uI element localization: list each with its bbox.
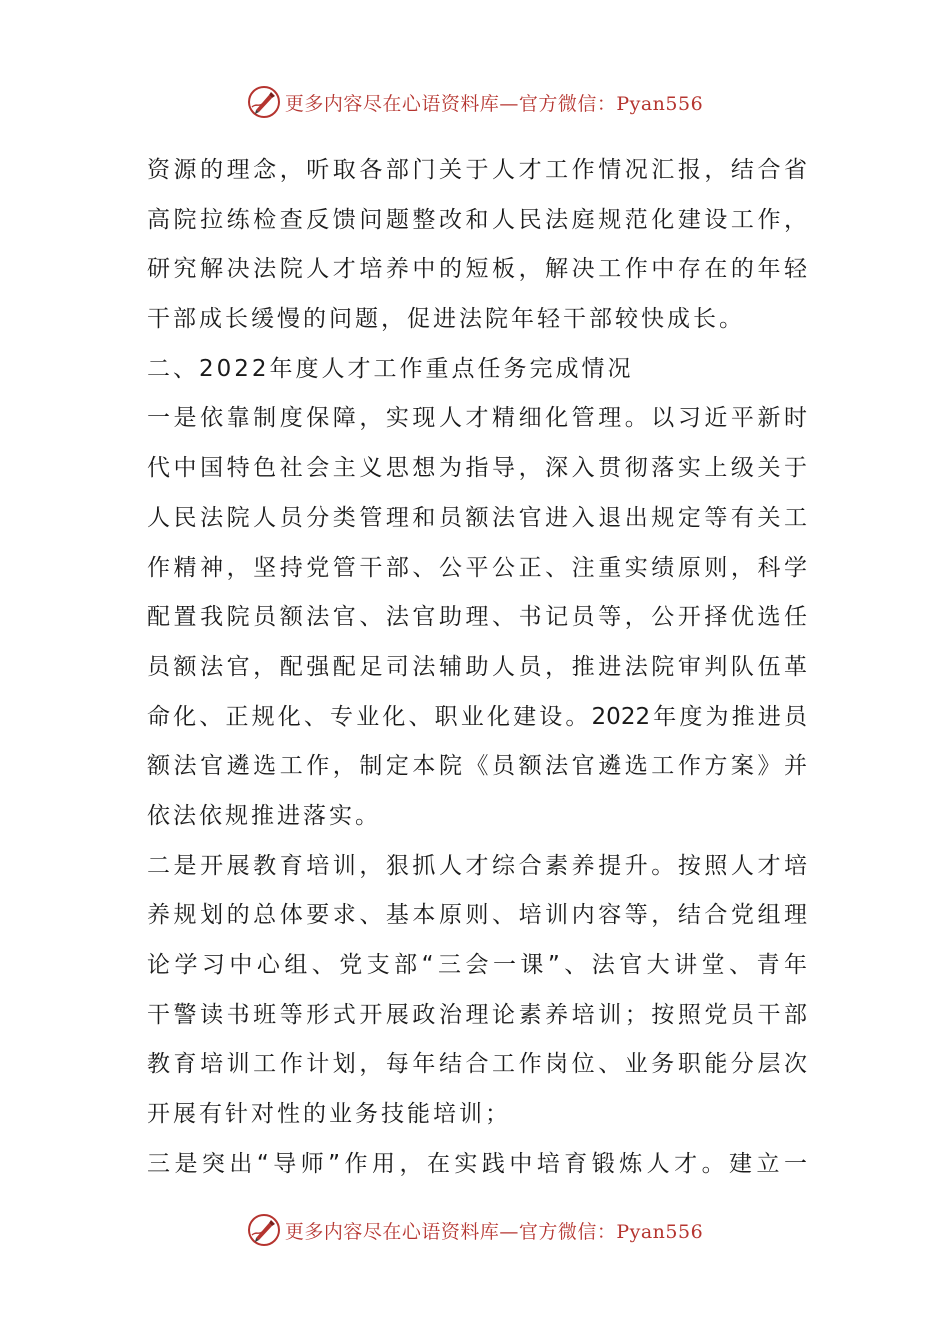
body-line: 干警读书班等形式开展政治理论素养培训；按照党员干部 — [147, 1001, 807, 1028]
body-line: 命化、正规化、专业化、职业化建设。2022年度为推进员 — [147, 703, 807, 730]
pen-logo-icon — [247, 1213, 281, 1247]
body-line: 干部成长缓慢的问题，促进法院年轻干部较快成长。 — [147, 306, 745, 333]
body-line: 一是依靠制度保障，实现人才精细化管理。以习近平新时 — [147, 405, 807, 432]
body-line: 额法官遴选工作，制定本院《员额法官遴选工作方案》并 — [147, 753, 807, 780]
body-line: 三是突出“导师”作用，在实践中培育锻炼人才。建立一 — [147, 1150, 807, 1177]
body-line: 代中国特色社会主义思想为指导，深入贯彻落实上级关于 — [147, 455, 807, 482]
header-watermark — [0, 82, 950, 122]
footer-watermark-text: 更多内容尽在心语资料库—官方微信：Pyan556 — [284, 1220, 704, 1243]
body-line: 依法依规推进落实。 — [147, 802, 381, 829]
footer-watermark — [0, 1210, 950, 1250]
pen-logo-icon — [247, 85, 281, 119]
body-line: 配置我院员额法官、法官助理、书记员等，公开择优选任 — [147, 604, 807, 631]
section-heading: 二、2022年度人才工作重点任务完成情况 — [147, 355, 634, 382]
body-line: 人民法院人员分类管理和员额法官进入退出规定等有关工 — [147, 504, 807, 531]
body-line: 资源的理念，听取各部门关于人才工作情况汇报，结合省 — [147, 157, 807, 183]
body-line: 开展有针对性的业务技能培训； — [147, 1101, 511, 1128]
body-line: 教育培训工作计划，每年结合工作岗位、业务职能分层次 — [147, 1051, 807, 1078]
document-body — [147, 146, 807, 1189]
body-line: 二是开展教育培训，狠抓人才综合素养提升。按照人才培 — [147, 852, 807, 879]
body-line: 作精神，坚持党管干部、公平公正、注重实绩原则，科学 — [147, 554, 807, 581]
header-watermark-text: 更多内容尽在心语资料库—官方微信：Pyan556 — [284, 92, 704, 115]
body-line: 研究解决法院人才培养中的短板，解决工作中存在的年轻 — [147, 256, 807, 283]
body-line: 养规划的总体要求、基本原则、培训内容等，结合党组理 — [147, 902, 807, 929]
body-line: 高院拉练检查反馈问题整改和人民法庭规范化建设工作， — [147, 206, 807, 233]
body-line: 员额法官，配强配足司法辅助人员，推进法院审判队伍革 — [147, 653, 807, 680]
body-line: 论学习中心组、党支部“三会一课”、法官大讲堂、青年 — [147, 952, 807, 978]
